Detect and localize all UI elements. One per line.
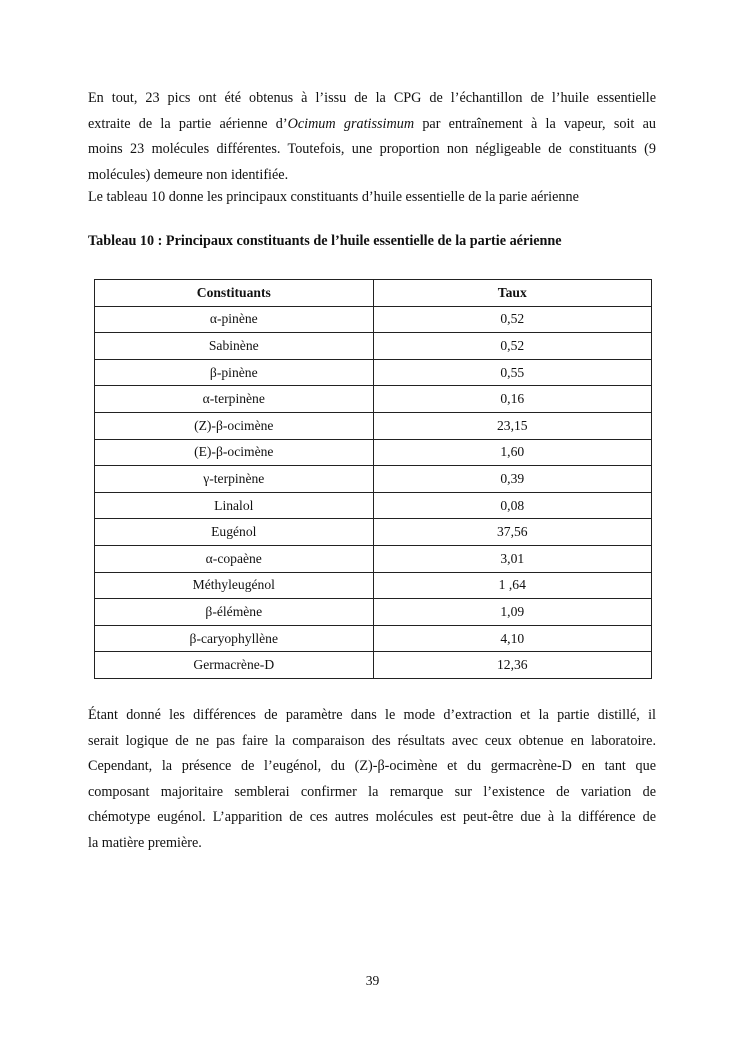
species-name: Ocimum gratissimum [287,115,415,132]
body-line-2: serait logique de ne pas faire la comparaison des résultats avec ceux obtenue en laboratoire. [88,732,656,749]
constituent-name-cell: γ-terpinène [95,466,374,493]
body-line-4: composant majoritaire semblerai confirmer la remarque sur l’existence de variation de [88,783,656,800]
table-row [95,545,652,572]
taux-value-cell: 1,60 [373,439,651,466]
constituent-name-cell: β-pinène [95,359,374,386]
body-line-5: chémotype eugénol. L’apparition de ces autres molécules est peut-être due à la différence de [88,809,656,825]
constituent-name-cell: Eugénol [95,519,374,546]
intro-line-3: moins 23 molécules différentes. Toutefois, une proportion non négligeable de constituants (9 [88,141,656,157]
taux-value-cell: 0,52 [373,333,651,360]
body-line-6: la matière première. [88,834,202,851]
constituent-name-cell: β-élémène [95,599,374,626]
table-row [95,492,652,519]
constituent-name-cell: Méthyleugénol [95,572,374,599]
constituents-table [94,279,652,679]
taux-value-cell: 1 ,64 [373,572,651,599]
table-row [95,359,652,386]
taux-value-cell: 0,55 [373,359,651,386]
constituent-name-cell: Germacrène-D [95,652,374,679]
taux-value-cell: 4,10 [373,625,651,652]
table-row [95,625,652,652]
intro-line-5: Le tableau 10 donne les principaux constituants d’huile essentielle de la parie aérienne [88,189,579,205]
body-line-3: Cependant, la présence de l’eugénol, du (Z)-β-ocimène et du germacrène-D en tant que [88,758,656,774]
intro-paragraph [88,86,656,206]
table-header-row [95,280,652,307]
table-row [95,306,652,333]
column-header-constituents: Constituants [95,280,374,307]
table-row [95,466,652,493]
taux-value-cell: 0,16 [373,386,651,413]
body-line-1: Étant donné les différences de paramètre dans le mode d’extraction et la partie distillé, il [88,707,656,723]
taux-value-cell: 3,01 [373,545,651,572]
constituent-name-cell: (Z)-β-ocimène [95,412,374,439]
table-row [95,652,652,679]
table-row [95,572,652,599]
table-row [95,439,652,466]
body-paragraph [88,703,656,856]
taux-value-cell: 37,56 [373,519,651,546]
intro-line-2 [88,112,656,138]
taux-value-cell: 12,36 [373,652,651,679]
taux-value-cell: 1,09 [373,599,651,626]
constituent-name-cell: Linalol [95,492,374,519]
table-row [95,412,652,439]
taux-value-cell: 23,15 [373,412,651,439]
table-row [95,599,652,626]
intro-line-2-end: par entraînement à la vapeur, soit au [414,115,656,132]
table-row [95,519,652,546]
constituent-name-cell: β-caryophyllène [95,625,374,652]
intro-line-1: En tout, 23 pics ont été obtenus à l’issu de la CPG de l’échantillon de l’huile essentielle [88,90,656,106]
taux-value-cell: 0,39 [373,466,651,493]
table-caption: Tableau 10 : Principaux constituants de l’huile essentielle de la partie aérienne [88,233,562,249]
table-row [95,333,652,360]
constituent-name-cell: (E)-β-ocimène [95,439,374,466]
constituent-name-cell: α-copaène [95,545,374,572]
page-number: 39 [365,973,380,988]
taux-value-cell: 0,52 [373,306,651,333]
constituent-name-cell: α-terpinène [95,386,374,413]
table-body [95,306,652,678]
table-row [95,386,652,413]
constituent-name-cell: Sabinène [95,333,374,360]
intro-line-2-start: extraite de la partie aérienne d’ [88,115,288,132]
intro-line-4: molécules) demeure non identifiée. [88,166,289,183]
taux-value-cell: 0,08 [373,492,651,519]
constituent-name-cell: α-pinène [95,306,374,333]
column-header-taux: Taux [373,280,651,307]
